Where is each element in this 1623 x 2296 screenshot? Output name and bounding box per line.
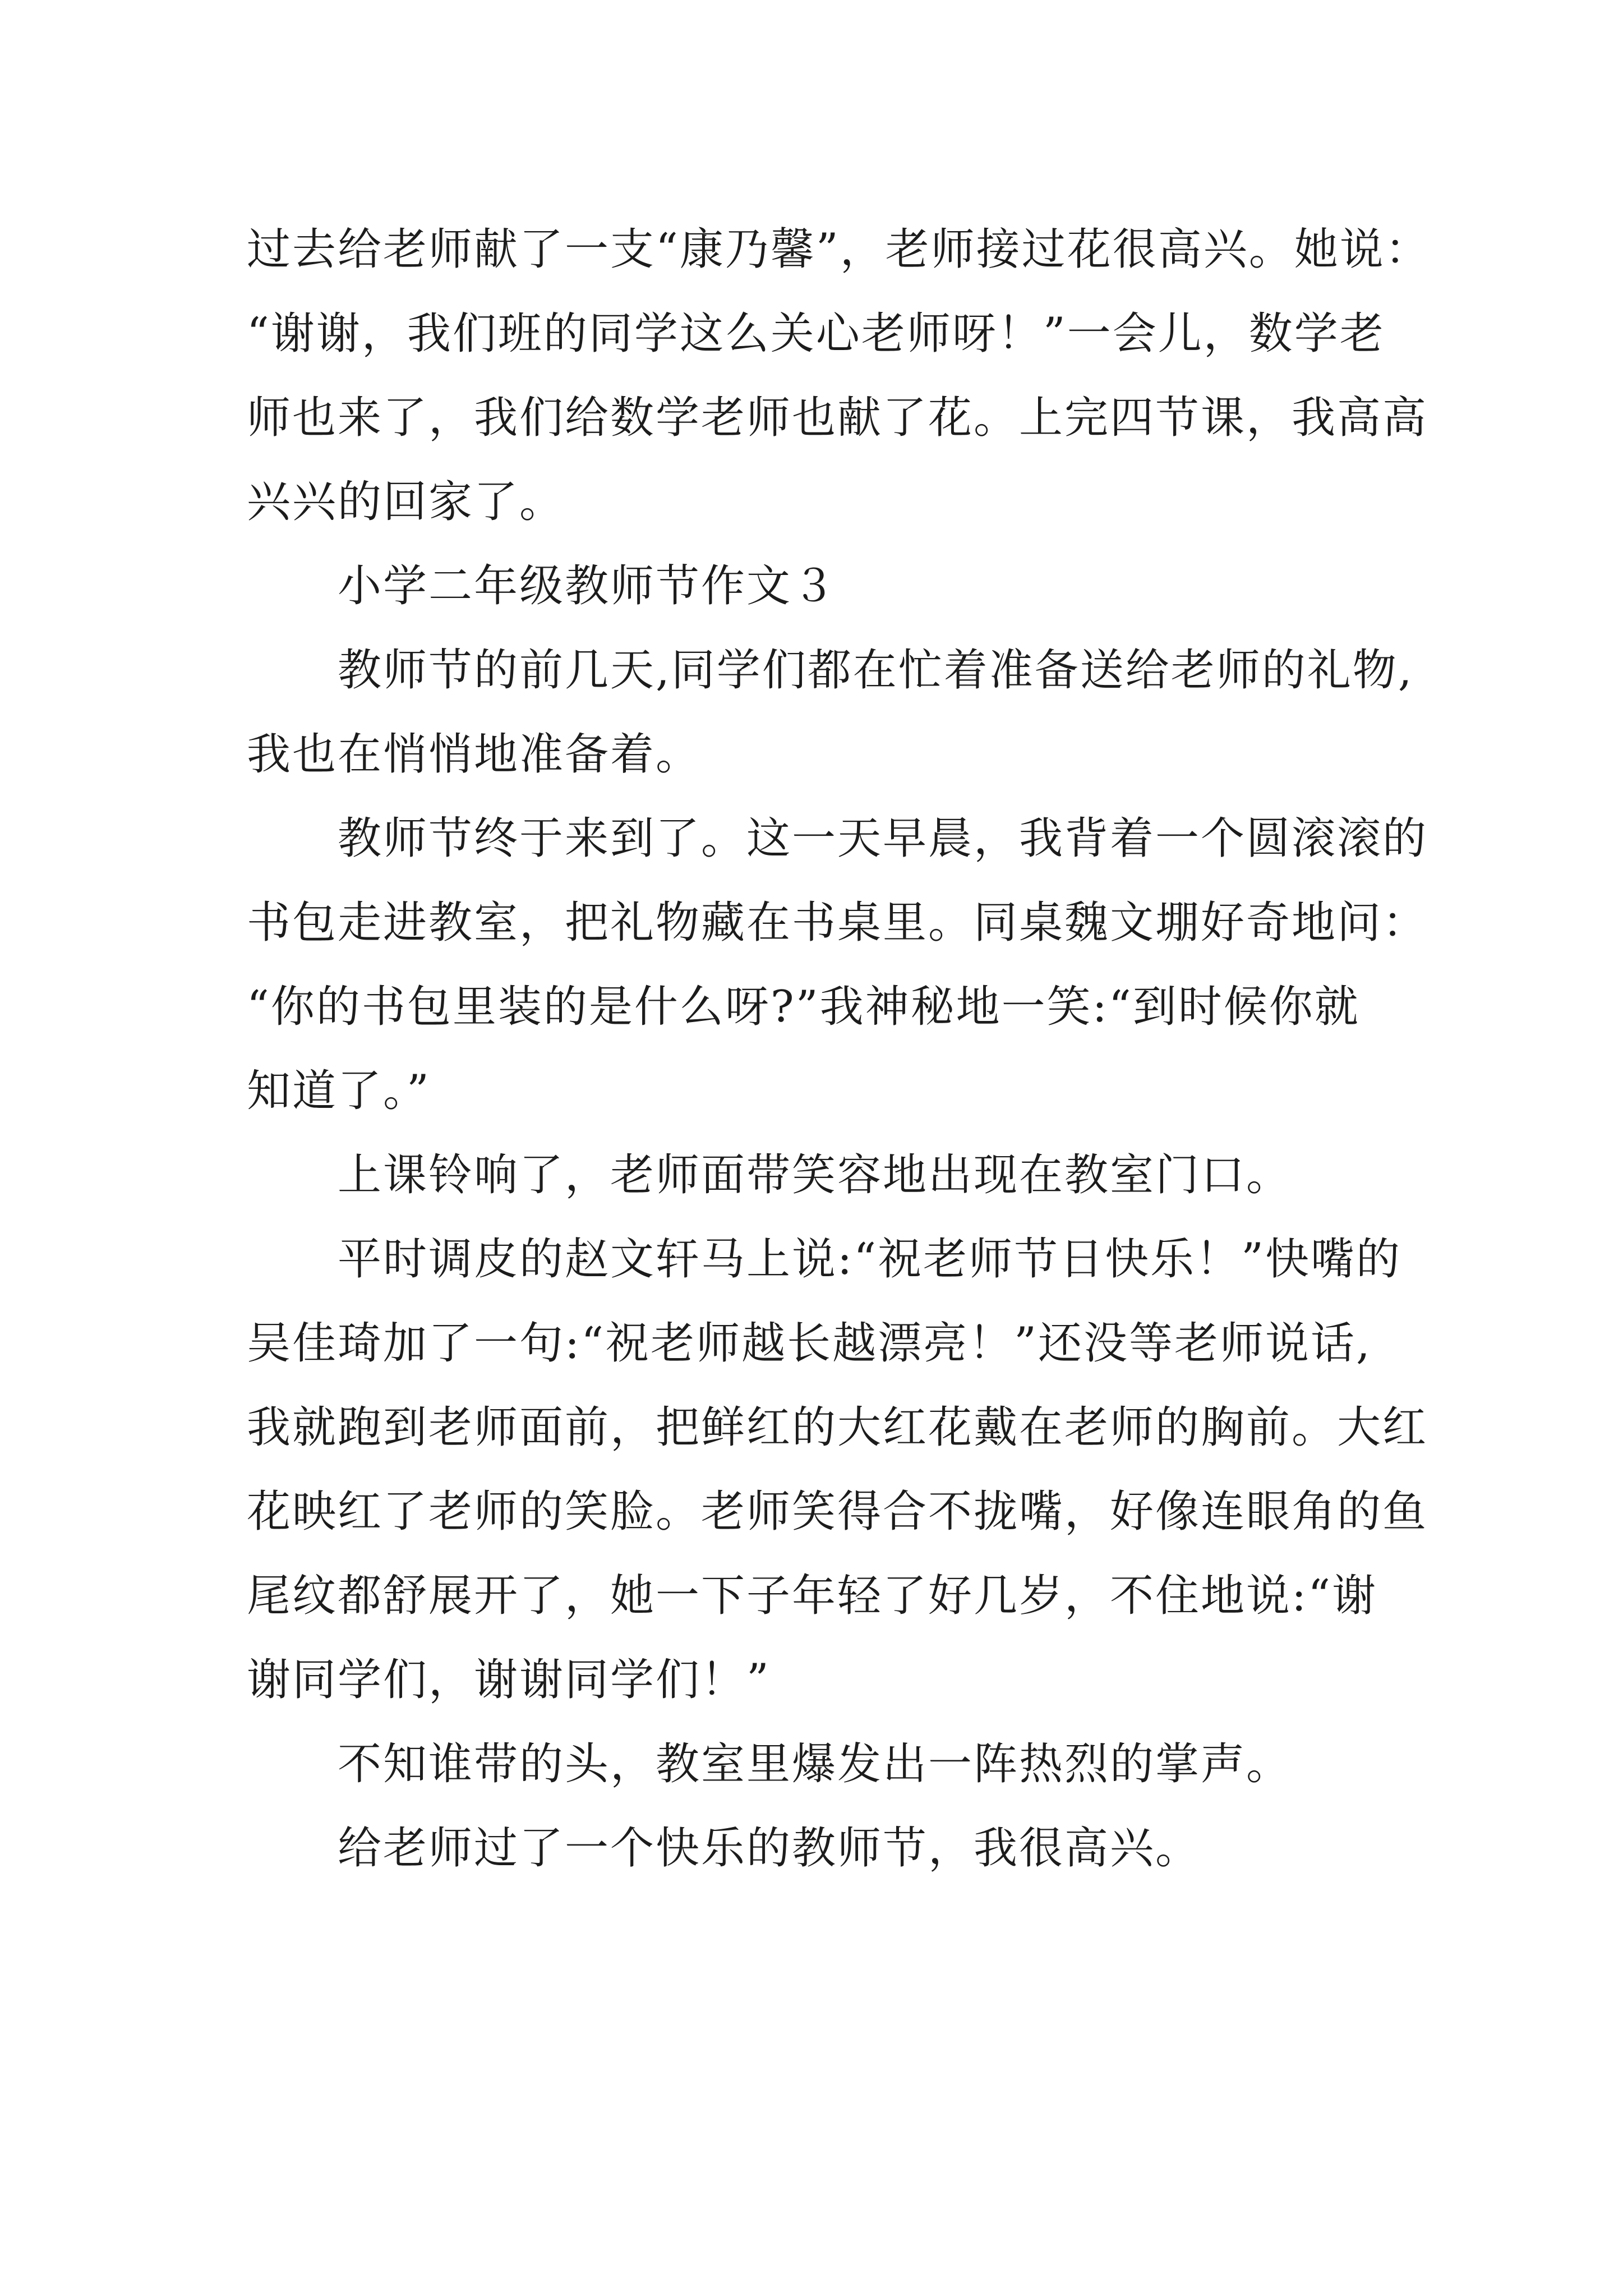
- text-line: 书包走进教室，把礼物藏在书桌里。同桌魏文堋好奇地问：: [247, 898, 1428, 948]
- text-line: 吴佳琦加了一句:“祝老师越长越漂亮！”还没等老师说话,: [247, 1318, 1372, 1369]
- text-line: “谢谢，我们班的同学这么关心老师呀！”一会儿，数学老: [247, 309, 1385, 359]
- essay-body: [247, 208, 1436, 1890]
- text-line: 尾纹都舒展开了，她一下子年轻了好几岁，不住地说:“谢: [247, 1571, 1378, 1621]
- section-heading: 小学二年级教师节作文３: [247, 561, 838, 611]
- text-line: 过去给老师献了一支“康乃馨”，老师接过花很高兴。她说：: [247, 224, 1431, 275]
- text-line: 我也在悄悄地准备着。: [247, 729, 702, 780]
- text-line: 不知谁带的头，教室里爆发出一阵热烈的掌声。: [247, 1739, 1292, 1789]
- text-line: 平时调皮的赵文轩马上说:“祝老师节日快乐！”快嘴的: [247, 1234, 1402, 1285]
- text-line: 教师节终于来到了。这一天早晨，我背着一个圆滚滚的: [247, 813, 1428, 864]
- text-line: 知道了。”: [247, 1066, 431, 1116]
- text-line: 兴兴的回家了。: [247, 477, 565, 527]
- text-line: “你的书包里装的是什么呀?”我神秘地一笑:“到时候你就: [247, 982, 1360, 1032]
- text-line: 谢同学们，谢谢同学们！”: [247, 1655, 771, 1705]
- text-line: 师也来了，我们给数学老师也献了花。上完四节课，我高高: [247, 393, 1428, 443]
- text-line: 花映红了老师的笑脸。老师笑得合不拢嘴，好像连眼角的鱼: [247, 1487, 1428, 1537]
- text-line: 我就跑到老师面前，把鲜红的大红花戴在老师的胸前。大红: [247, 1402, 1428, 1453]
- text-line: 教师节的前几天,同学们都在忙着准备送给老师的礼物,: [247, 645, 1414, 696]
- text-line: 上课铃响了，老师面带笑容地出现在教室门口。: [247, 1150, 1292, 1200]
- text-line: 给老师过了一个快乐的教师节，我很高兴。: [247, 1823, 1201, 1874]
